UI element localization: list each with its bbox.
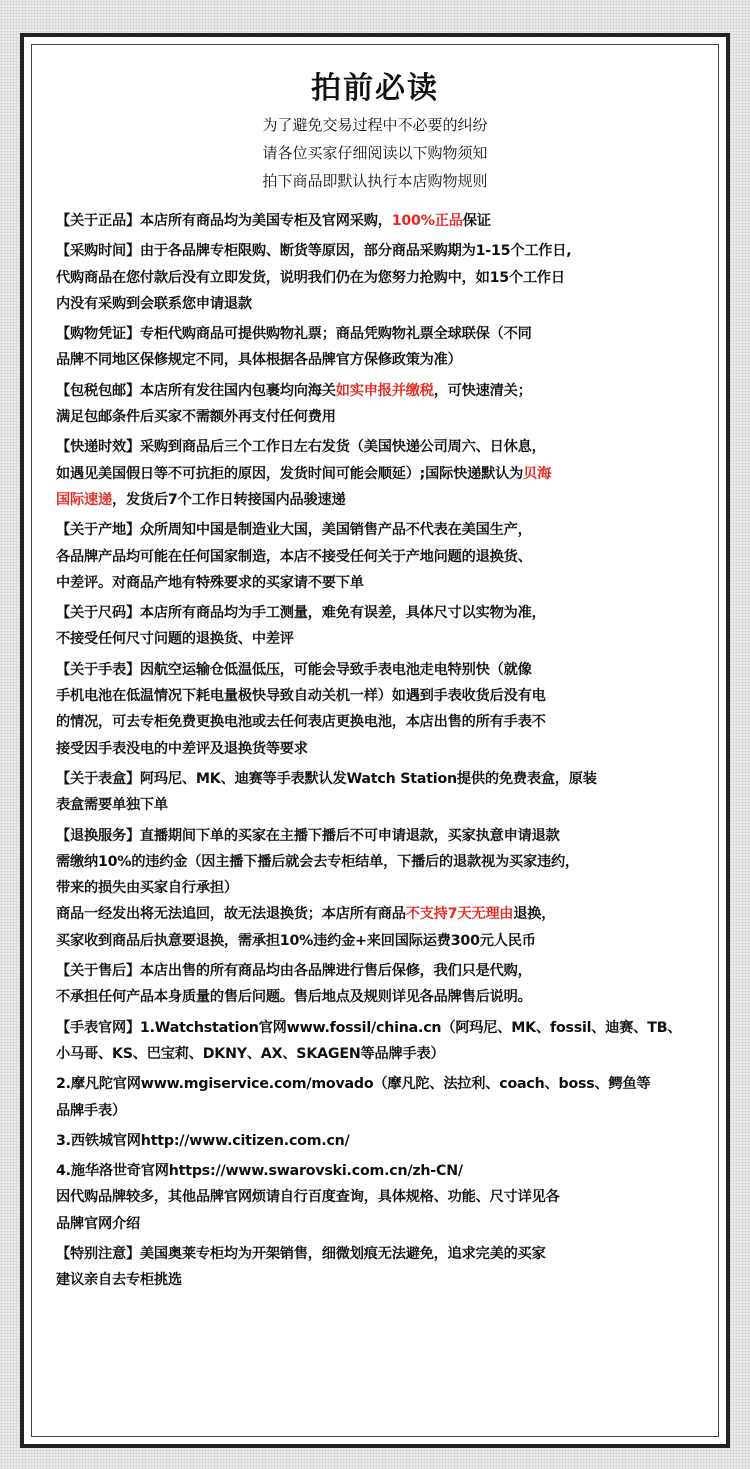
rule-text: 接受因手表没电的中差评及退换货等要求	[56, 740, 308, 757]
rule-paragraph	[56, 1158, 714, 1237]
rule-text: 【退换服务】直播期间下单的买家在主播下播后不可申请退款，买家执意申请退款	[56, 827, 560, 844]
rule-text: 【关于手表】因航空运输仓低温低压，可能会导致手表电池走电特别快（就像	[56, 661, 532, 678]
highlight-text: 如实申报并缴税	[335, 382, 434, 399]
rule-line	[56, 849, 714, 875]
rule-text: 【关于售后】本店出售的所有商品均由各品牌进行售后保修，我们只是代购，	[56, 963, 532, 980]
rule-line	[56, 958, 714, 984]
rule-text: ，可快速清关；	[433, 382, 532, 399]
rule-text: 建议亲自去专柜挑选	[56, 1272, 182, 1289]
rule-text: 手机电池在低温情况下耗电量极快导致自动关机一样）如遇到手表收货后没有电	[56, 688, 546, 705]
rule-text: 品牌官网介绍	[56, 1215, 140, 1232]
rule-paragraph	[56, 1128, 714, 1154]
rule-line	[56, 683, 714, 709]
rule-line	[56, 626, 714, 652]
rule-text: 4.施华洛世奇官网https://www.swarovski.com.cn/zh-CN/	[56, 1163, 463, 1180]
rule-text: 【关于表盒】阿玛尼、MK、迪赛等手表默认发Watch Station提供的免费表盒，原装	[56, 770, 597, 787]
rule-text: 代购商品在您付款后没有立即发货，说明我们仍在为您努力抢购中，如15个工作日	[56, 269, 565, 286]
rule-text: 如遇见美国假日等不可抗拒的原因，发货时间可能会顺延）;国际快递默认为	[56, 465, 524, 482]
rule-text: 【购物凭证】专柜代购商品可提供购物礼票；商品凭购物礼票全球联保（不同	[56, 326, 532, 343]
rule-text: 不承担任何产品本身质量的售后问题。售后地点及规则详见各品牌售后说明。	[56, 989, 532, 1006]
rule-line	[56, 901, 714, 927]
rule-text: 表盒需要单独下单	[56, 797, 168, 814]
rule-text: 2.摩凡陀官网www.mgiservice.com/movado（摩凡陀、法拉利、coach、boss、鳄鱼等	[56, 1076, 651, 1093]
rule-line	[56, 1071, 714, 1097]
rule-paragraph	[56, 958, 714, 1011]
rule-paragraph	[56, 1015, 714, 1068]
rule-text: 需缴纳10%的违约金（因主播下播后就会去专柜结单，下播后的退款视为买家违约，	[56, 853, 579, 870]
rule-line	[56, 600, 714, 626]
rule-text: 【关于正品】本店所有商品均为美国专柜及官网采购，	[56, 213, 392, 229]
rule-line	[56, 709, 714, 735]
rule-line	[56, 1158, 714, 1184]
rule-paragraph	[56, 321, 714, 374]
intro-line: 请各位买家仔细阅读以下购物须知	[262, 144, 488, 162]
rule-text: 【手表官网】1.Watchstation官网www.fossil/china.cn（阿玛尼、MK、fossil、迪赛、TB、	[56, 1019, 682, 1036]
rule-line	[56, 378, 714, 404]
rule-line	[56, 792, 714, 818]
rule-paragraph	[56, 1071, 714, 1124]
rule-line	[56, 1015, 714, 1041]
rule-line	[56, 1128, 714, 1154]
rule-line	[56, 208, 714, 234]
rule-paragraph	[56, 434, 714, 513]
rule-paragraph	[56, 208, 714, 234]
rule-text: 的情况，可去专柜免费更换电池或去任何表店更换电池，本店出售的所有手表不	[56, 714, 546, 731]
rule-text: 【采购时间】由于各品牌专柜限购、断货等原因，部分商品采购期为1-15个工作日,	[56, 243, 572, 260]
rule-text: 【包税包邮】本店所有发往国内包裹均向海关	[56, 382, 336, 399]
rule-text: 退换，	[513, 906, 556, 923]
rule-text: 不接受任何尺寸问题的退换货、中差评	[56, 631, 294, 648]
rule-text: 内没有采购到会联系您申请退款	[56, 295, 252, 312]
rule-line	[56, 291, 714, 317]
rule-line	[56, 1184, 714, 1210]
rule-text: 带来的损失由买家自行承担）	[56, 880, 238, 897]
rule-text: ，发货后7个工作日转接国内品骏速递	[111, 491, 346, 508]
rule-line	[56, 928, 714, 954]
rule-line	[56, 823, 714, 849]
rule-text: 商品一经发出将无法追回，故无法退换货；本店所有商品	[56, 906, 406, 923]
rule-line	[56, 1241, 714, 1267]
rule-paragraph	[56, 823, 714, 954]
rule-line	[56, 984, 714, 1010]
page-title: 拍前必读	[311, 71, 439, 106]
rule-line	[56, 461, 714, 487]
rule-text: 满足包邮条件后买家不需额外再支付任何费用	[56, 409, 336, 426]
rule-text: 【关于产地】众所周知中国是制造业大国，美国销售产品不代表在美国生产，	[56, 522, 532, 539]
rule-paragraph	[56, 517, 714, 596]
rule-paragraph	[56, 378, 714, 431]
rule-text: 各品牌产品均可能在任何国家制造，本店不接受任何关于产地问题的退换货、	[56, 548, 532, 565]
rule-line	[56, 517, 714, 543]
rule-line	[56, 238, 714, 264]
rule-text: 中差评。对商品产地有特殊要求的买家请不要下单	[56, 574, 364, 591]
rule-paragraph	[56, 657, 714, 762]
rule-text: 【特别注意】美国奥莱专柜均为开架销售，细微划痕无法避免，追求完美的买家	[56, 1245, 546, 1262]
rule-line	[56, 404, 714, 430]
rule-line	[56, 766, 714, 792]
intro-block	[32, 111, 718, 195]
rule-text: 保证	[462, 213, 491, 229]
rule-line	[56, 544, 714, 570]
rule-text: 【快递时效】采购到商品后三个工作日左右发货（美国快递公司周六、日休息，	[56, 439, 546, 456]
rule-text: 小马哥、KS、巴宝莉、DKNY、AX、SKAGEN等品牌手表）	[56, 1045, 445, 1062]
rule-line	[56, 1098, 714, 1124]
highlight-text: 100%正品	[391, 213, 463, 229]
rule-text: 因代购品牌较多，其他品牌官网烦请自行百度查询，具体规格、功能、尺寸详见各	[56, 1189, 560, 1206]
rule-line	[56, 570, 714, 596]
rule-line	[56, 736, 714, 762]
highlight-text: 国际速递	[56, 491, 112, 508]
rule-line	[56, 434, 714, 460]
highlight-text: 不支持7天无理由	[405, 906, 514, 923]
rule-text: 品牌手表）	[56, 1102, 126, 1119]
rule-line	[56, 657, 714, 683]
rule-line	[56, 875, 714, 901]
rule-paragraph	[56, 238, 714, 317]
rule-paragraph	[56, 1241, 714, 1294]
rule-line	[56, 265, 714, 291]
rule-line	[56, 487, 714, 513]
rule-line	[56, 347, 714, 373]
rule-paragraph	[56, 766, 714, 819]
rule-text: 买家收到商品后执意要退换，需承担10%违约金+来回国际运费300元人民币	[56, 932, 536, 949]
rule-text: 品牌不同地区保修规定不同，具体根据各品牌官方保修政策为准）	[56, 352, 462, 369]
intro-line: 为了避免交易过程中不必要的纠纷	[262, 116, 488, 134]
rule-line	[56, 1041, 714, 1067]
highlight-text: 贝海	[523, 465, 552, 482]
notice-panel	[31, 44, 719, 1437]
rule-text: 3.西铁城官网http://www.citizen.com.cn/	[56, 1132, 350, 1149]
rule-line	[56, 321, 714, 347]
notice-frame	[20, 33, 730, 1448]
rule-line	[56, 1267, 714, 1293]
rules-body	[56, 208, 714, 1298]
intro-line: 拍下商品即默认执行本店购物规则	[262, 172, 488, 190]
rule-paragraph	[56, 600, 714, 653]
rule-text: 【关于尺码】本店所有商品均为手工测量，难免有误差，具体尺寸以实物为准，	[56, 605, 546, 622]
rule-line	[56, 1211, 714, 1237]
